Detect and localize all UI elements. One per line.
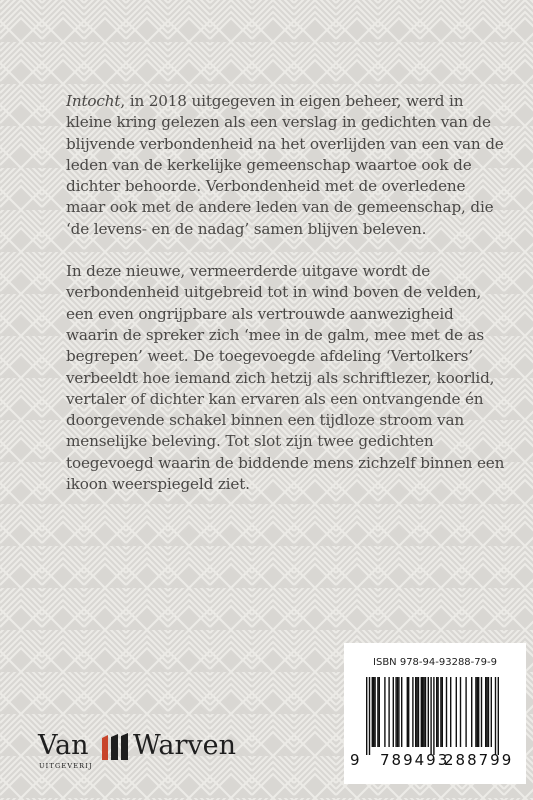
barcode-bar [477,677,478,747]
barcode-bar [498,677,499,755]
barcode-bar [478,677,479,747]
barcode-bar [421,677,422,747]
barcode-bar [433,677,434,755]
publisher-subtitle: UITGEVERIJ [39,762,93,770]
publisher-name-warven: Warven [133,730,237,761]
barcode-bar [440,677,441,747]
barcode-bar [398,677,399,747]
barcode-bar [456,677,457,747]
barcode-bar [475,677,476,747]
barcode-bar [401,677,402,747]
barcode-bar [488,677,489,747]
barcode-bar [388,677,389,747]
barcode-bar [422,677,423,747]
barcode-bar [407,677,408,747]
barcode-bar [374,677,375,747]
barcode-bar [465,677,466,747]
publisher-logo [38,730,248,790]
barcode-bar [430,677,431,755]
barcode-bar [408,677,409,747]
back-cover-blurb [66,91,506,516]
barcode-bar [485,677,486,747]
barcode-bar [384,677,385,747]
barcode-bar [397,677,398,747]
barcode-bar [471,677,472,747]
barcode-bar [377,677,378,747]
book-title: Intocht [66,92,121,110]
barcode-bar [491,677,492,747]
barcode-bar [437,677,438,747]
barcode-bar [415,677,416,747]
barcode-bar [393,677,394,747]
blurb-paragraph-1 [66,91,506,240]
publisher-name-van: Van [38,730,89,761]
barcode-bar [372,677,373,747]
barcode-bar [495,677,496,755]
ean-barcode [366,677,506,755]
barcode-bar [412,677,413,747]
barcode-bar [423,677,424,747]
publisher-mark-icon [100,732,130,762]
barcode-bar [428,677,429,747]
barcode-bar [460,677,461,747]
barcode-bar [418,677,419,747]
blurb-paragraph-1-text: , in 2018 uitgegeven in eigen beheer, werd in kleine kring gelezen als een verslag in gedichten van de blijvende verbondenheid na het overlijden van een van de leden van de kerkelijke gemeenschap waartoe ook de dichter behoorde. Verbondenheid met de overledene maar ook met de andere leden van de gemeenschap, die ‘de levens- en de nadag’ samen blijven beleven. [66,92,504,238]
blurb-paragraph-2: In deze nieuwe, vermeerderde uitgave wordt de verbondenheid uitgebreid tot in wind boven de velden, een even ongrijpbare als vertrouwde aanwezigheid waarin de spreker zich ‘mee in de galm, mee met de as begrepen’ weet. De toegevoegde afdeling ‘Vertolkers’ verbeeldt hoe iemand zich hetzij als schriftlezer, koorlid, vertaler of dichter kan ervaren als een ontvangende én doorgevende schakel binnen een tijdloze stroom van menselijke beleving. Tot slot zijn twee gedichten toegevoegd waarin de biddende mens zichzelf binnen een ikoon weerspiegeld ziet. [66,262,505,494]
barcode-bar [450,677,451,747]
barcode-bar [373,677,374,747]
barcode-bar [436,677,437,747]
ean-right-group: 288799 [444,751,514,769]
barcode-bar [366,677,367,755]
barcode-bar [395,677,396,747]
ean-first-digit: 9 [350,751,360,769]
isbn-label: ISBN 978-94-93288-79-9 [373,657,497,668]
barcode-bar [425,677,426,747]
barcode-bar [446,677,447,747]
barcode-bar [369,677,370,755]
barcode-bar [481,677,482,747]
barcode-bar [416,677,417,747]
barcode-bar [442,677,443,747]
barcode-panel [344,643,526,784]
ean-left-group: 789493 [380,751,450,769]
barcode-bar [379,677,380,747]
barcode-bar [486,677,487,747]
